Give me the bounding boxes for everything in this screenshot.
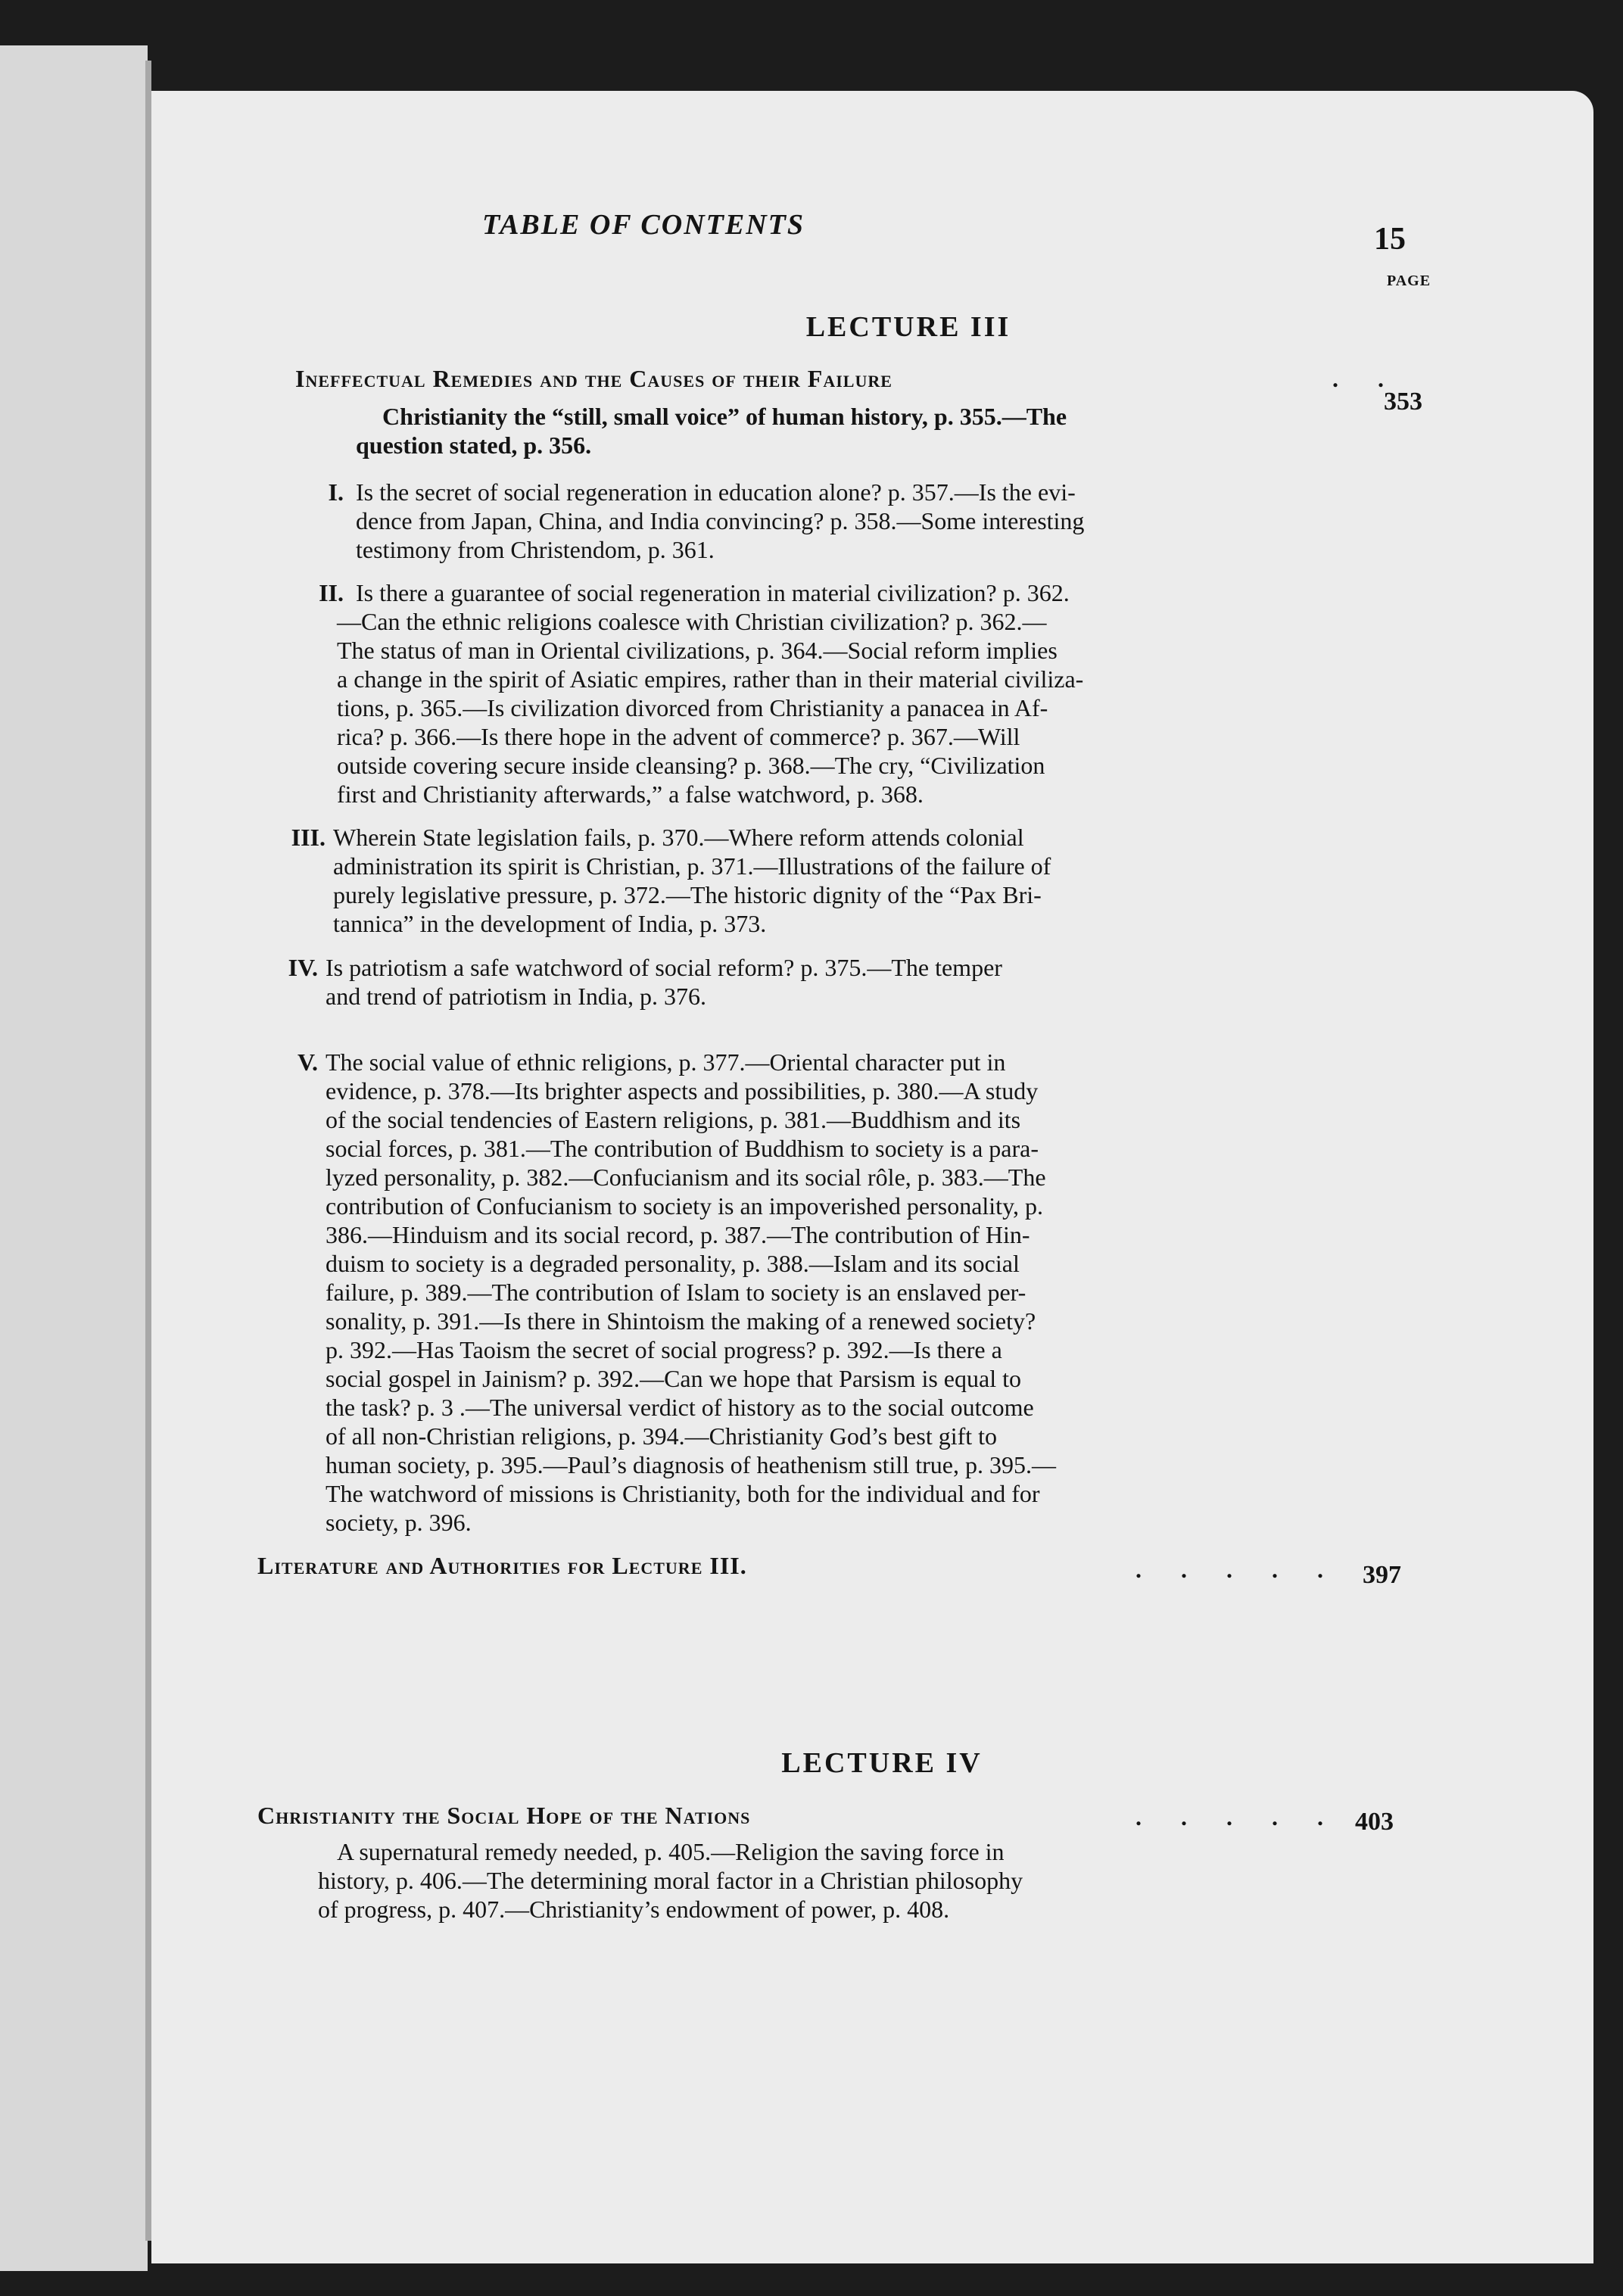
- item-line: Wherein State legislation fails, p. 370.—Where reform attends colonial: [333, 824, 1024, 851]
- item-line: human society, p. 395.—Paul’s diagnosis of heathenism still true, p. 395.—: [326, 1451, 1056, 1478]
- binding-edge: [145, 61, 151, 2241]
- item-line: duism to society is a degraded personality, p. 388.—Islam and its social: [326, 1250, 1020, 1277]
- item-numeral: III.: [291, 824, 326, 851]
- section-page-number: 403: [1355, 1808, 1394, 1836]
- item-line: lyzed personality, p. 382.—Confucianism and its social rôle, p. 383.—The: [326, 1164, 1046, 1191]
- item-line: the task? p. 3 .—The universal verdict of history as to the social outcome: [326, 1394, 1034, 1421]
- item-line: purely legislative pressure, p. 372.—The historic dignity of the “Pax Bri-: [333, 881, 1042, 908]
- intro-line: question stated, p. 356.: [356, 431, 592, 459]
- dot-leader: . .: [1332, 365, 1400, 392]
- item-line: rica? p. 366.—Is there hope in the advent of commerce? p. 367.—Will: [337, 723, 1020, 750]
- section-title-lecture-iv: Christianity the Social Hope of the Nations: [257, 1802, 751, 1829]
- item-line: evidence, p. 378.—Its brighter aspects and possibilities, p. 380.—A study: [326, 1077, 1039, 1104]
- item-line: contribution of Confucianism to society is an impoverished personality, p.: [326, 1192, 1043, 1220]
- item-line: tannica” in the development of India, p. 373.: [333, 910, 767, 937]
- item-line: society, p. 396.: [326, 1509, 472, 1536]
- intro-line: Christianity the “still, small voice” of human history, p. 355.—The: [382, 403, 1067, 430]
- item-line: social forces, p. 381.—The contribution of Buddhism to society is a para-: [326, 1135, 1039, 1162]
- item-line: a change in the spirit of Asiatic empires, rather than in their material civiliza-: [337, 665, 1084, 693]
- item-line: dence from Japan, China, and India convincing? p. 358.—Some interesting: [356, 507, 1085, 534]
- dot-leader: . . . . .: [1135, 1556, 1340, 1583]
- page: [151, 91, 1593, 2263]
- dot-leader: . . . . .: [1135, 1803, 1340, 1830]
- section-title-lecture-iii: Ineffectual Remedies and the Causes of their Failure: [295, 365, 892, 392]
- intro-line: of progress, p. 407.—Christianity’s endowment of power, p. 408.: [318, 1896, 950, 1923]
- item-line: Is patriotism a safe watchword of social reform? p. 375.—The temper: [326, 954, 1002, 981]
- item-line: tions, p. 365.—Is civilization divorced from Christianity a panacea in Af-: [337, 694, 1048, 721]
- running-head: TABLE OF CONTENTS: [481, 209, 805, 241]
- item-line: of the social tendencies of Eastern religions, p. 381.—Buddhism and its: [326, 1106, 1021, 1133]
- item-line: The status of man in Oriental civilizations, p. 364.—Social reform implies: [337, 637, 1058, 664]
- literature-entry-title: Literature and Authorities for Lecture III.: [257, 1552, 747, 1579]
- page-column-label: PAGE: [1387, 273, 1431, 289]
- intro-line: history, p. 406.—The determining moral factor in a Christian philosophy: [318, 1867, 1023, 1894]
- item-line: social gospel in Jainism? p. 392.—Can we hope that Parsism is equal to: [326, 1365, 1021, 1392]
- item-numeral: II.: [319, 579, 344, 606]
- item-numeral: IV.: [288, 954, 318, 981]
- book-binding: [0, 45, 148, 2271]
- item-line: 386.—Hinduism and its social record, p. 387.—The contribution of Hin-: [326, 1221, 1030, 1248]
- intro-line: A supernatural remedy needed, p. 405.—Religion the saving force in: [337, 1838, 1005, 1865]
- item-line: administration its spirit is Christian, p. 371.—Illustrations of the failure of: [333, 852, 1051, 880]
- item-line: testimony from Christendom, p. 361.: [356, 536, 715, 563]
- item-line: Is the secret of social regeneration in education alone? p. 357.—Is the evi-: [356, 478, 1076, 506]
- page-number: 15: [1374, 222, 1406, 257]
- item-line: outside covering secure inside cleansing? p. 368.—The cry, “Civilization: [337, 752, 1045, 779]
- item-line: and trend of patriotism in India, p. 376.: [326, 983, 707, 1010]
- lecture-heading-iv: LECTURE IV: [781, 1747, 983, 1779]
- item-line: failure, p. 389.—The contribution of Islam to society is an enslaved per-: [326, 1279, 1026, 1306]
- lecture-heading-iii: LECTURE III: [805, 311, 1011, 343]
- item-line: of all non-Christian religions, p. 394.—Christianity God’s best gift to: [326, 1422, 998, 1450]
- item-line: The watchword of missions is Christianity, both for the individual and for: [326, 1480, 1040, 1507]
- item-line: sonality, p. 391.—Is there in Shintoism the making of a renewed society?: [326, 1307, 1036, 1335]
- item-line: first and Christianity afterwards,” a false watchword, p. 368.: [337, 780, 924, 808]
- section-page-number: 353: [1384, 388, 1422, 416]
- item-line: —Can the ethnic religions coalesce with Christian civilization? p. 362.—: [337, 608, 1047, 635]
- item-line: p. 392.—Has Taoism the secret of social progress? p. 392.—Is there a: [326, 1336, 1002, 1363]
- literature-page-number: 397: [1363, 1561, 1401, 1589]
- item-line: Is there a guarantee of social regeneration in material civilization? p. 362.: [356, 579, 1070, 606]
- item-numeral: I.: [328, 478, 344, 506]
- item-numeral: V.: [297, 1048, 318, 1076]
- item-line: The social value of ethnic religions, p. 377.—Oriental character put in: [326, 1048, 1006, 1076]
